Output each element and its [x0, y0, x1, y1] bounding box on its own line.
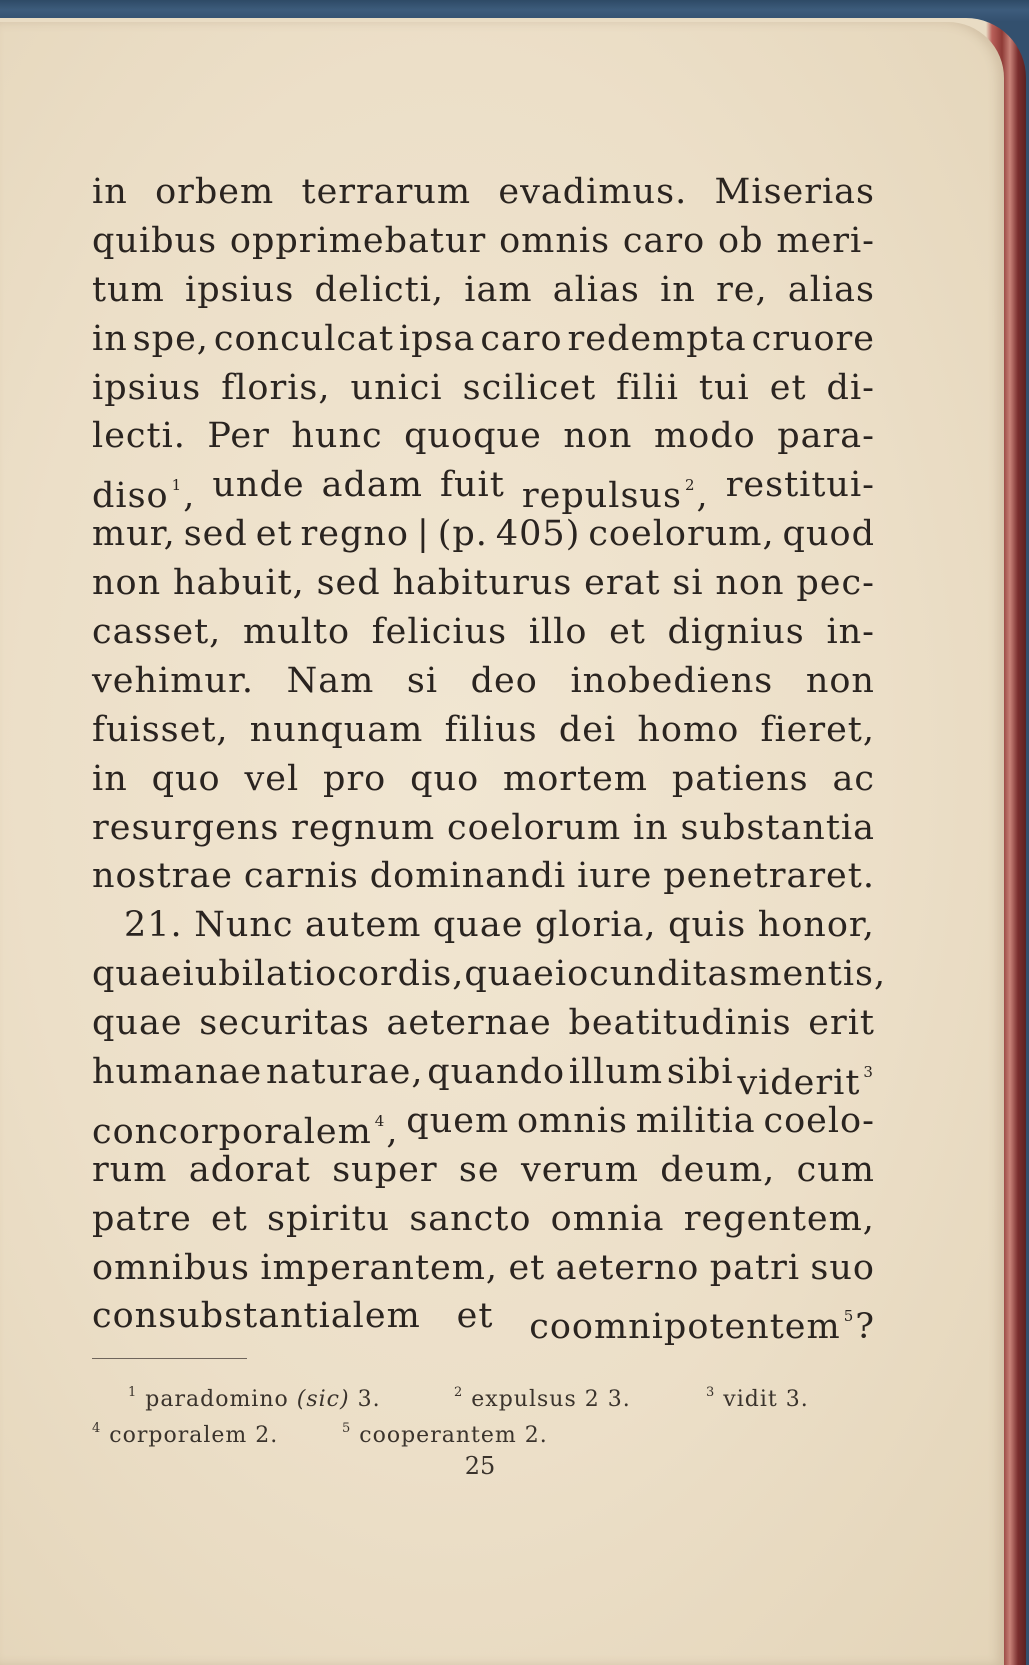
text-line: in quo vel pro quo mortem patiens ac: [92, 758, 875, 799]
text-line: quae iubilatio cordis,quae iocunditas mentis,: [92, 954, 887, 995]
text-line: mur, sed et regno | (p. 405) coelorum, quod: [92, 510, 875, 559]
text-line: in spe, conculcat ipsa caro redempta cruore: [92, 318, 875, 359]
text-line: in orbem terrarum evadimus. Miserias: [92, 172, 875, 212]
text-line: non habuit, sed habiturus erat si non pec-: [92, 563, 875, 604]
text-line: patre et spiritu sancto omnia regentem,: [92, 1198, 875, 1239]
footnote-4: $^4$ corporalem 2.: [92, 1421, 279, 1448]
page-break-marker: |: [416, 514, 430, 555]
footnote-line: [92, 1375, 875, 1411]
footnote-3: $^3$ vidit 3.: [706, 1385, 809, 1412]
text-line: casset, multo felicius illo et dignius in-: [92, 612, 875, 653]
text-line: resurgens regnum coelorum in substantia: [92, 807, 875, 848]
paragraph-number: 21.: [124, 905, 183, 946]
text-line: nostrae carnis dominandi iure penetraret.: [92, 856, 875, 897]
text-line: rum adorat super se verum deum, cum: [92, 1149, 875, 1190]
footnote-line: [92, 1411, 875, 1447]
footnote-marker: 4: [374, 1111, 386, 1130]
footnote-marker: 5: [843, 1307, 855, 1326]
text-line: vehimur. Nam si deo inobediens non: [92, 660, 875, 701]
text-line: diso $^1$, unde adam fuit repulsus $^2$, restitui-: [92, 465, 875, 517]
text-line: concorporalem $^4$, quem omnis militia coelo-: [92, 1100, 875, 1152]
footnote-1: $^1$ paradomino (sic) 3.: [128, 1385, 381, 1412]
footnote-5: $^5$ cooperantem 2.: [342, 1421, 548, 1448]
text-line: 21. Nunc autem quae gloria, quis honor,: [92, 901, 875, 950]
text-line: omnibus imperantem, et aeterno patri suo: [92, 1247, 875, 1288]
footnote-marker: 3: [863, 1063, 874, 1082]
footnote-rule: [92, 1358, 247, 1359]
text-line: ipsius floris, unici scilicet filii tui et di-: [92, 367, 875, 408]
body-text: [92, 168, 887, 1348]
footnote-2: $^2$ expulsus 2 3.: [454, 1385, 631, 1412]
page-number: 25: [464, 1452, 496, 1480]
text-line: humanae naturae, quando illum sibi viderit $^3$: [92, 1052, 874, 1104]
text-line: consubstantialem et coomnipotentem $^5$?: [92, 1296, 875, 1348]
footnote-marker: 1: [171, 476, 183, 495]
text-line: fuisset, nunquam filius dei homo fieret,: [92, 709, 875, 750]
text-line: quibus opprimebatur omnis caro ob meri-: [92, 220, 875, 261]
footnotes: [92, 1375, 875, 1447]
text-line: quae securitas aeternae beatitudinis erit: [92, 1003, 875, 1044]
text-line: lecti. Per hunc quoque non modo para-: [92, 416, 875, 457]
text-line: tum ipsius delicti, iam alias in re, alias: [92, 269, 875, 310]
footnote-marker: 2: [684, 476, 696, 495]
